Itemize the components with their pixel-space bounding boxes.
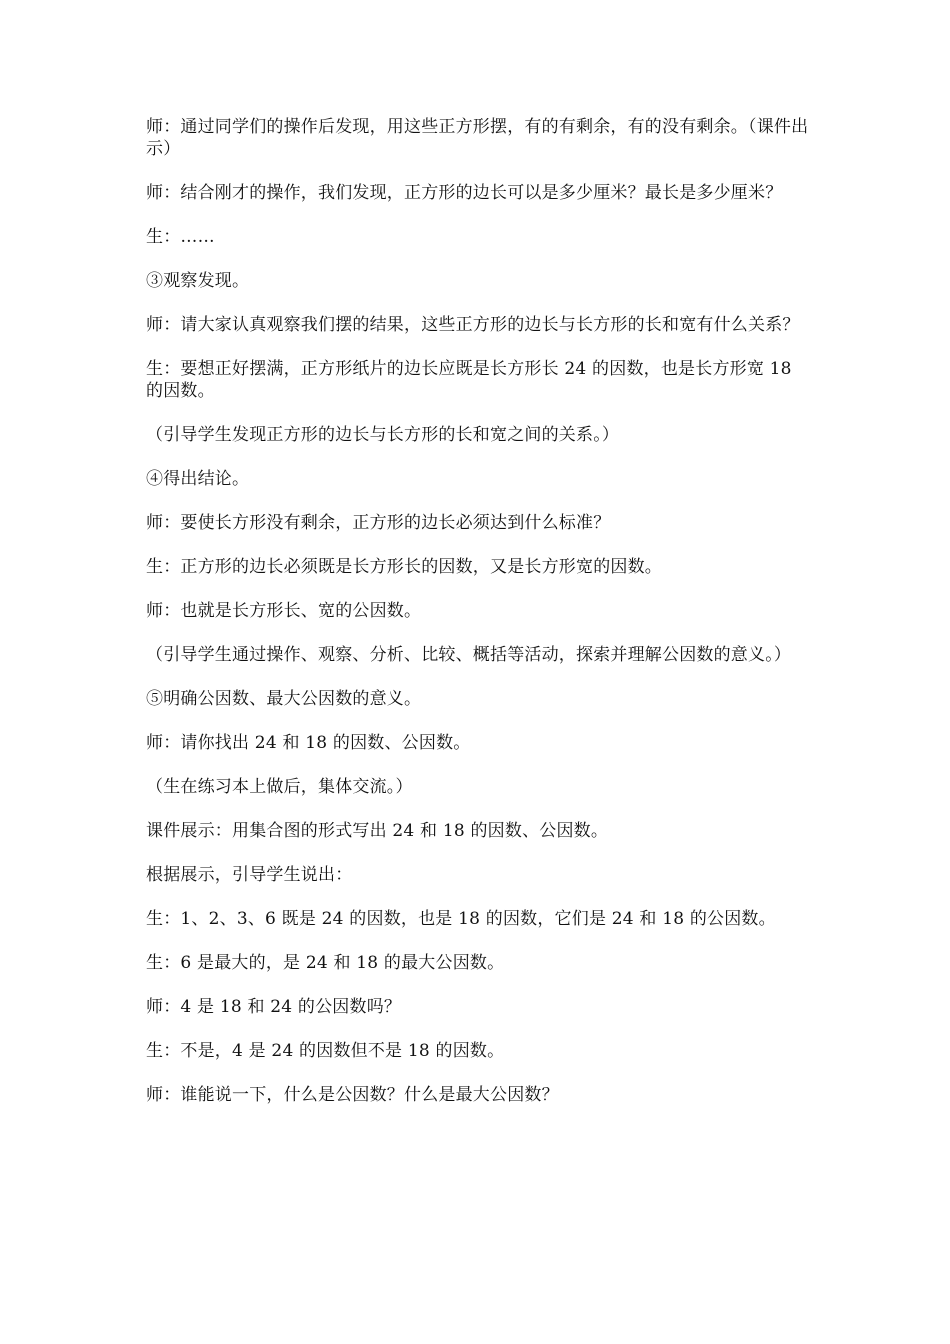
- paragraph: 生：要想正好摆满，正方形纸片的边长应既是长方形长 24 的因数，也是长方形宽 18 的因数。: [146, 359, 792, 401]
- paragraph: 生：1、2、3、6 既是 24 的因数，也是 18 的因数，它们是 24 和 18 的公因数。: [146, 909, 776, 929]
- paragraph: （生在练习本上做后，集体交流。）: [146, 777, 413, 797]
- paragraph: 生：正方形的边长必须既是长方形长的因数，又是长方形宽的因数。: [146, 557, 662, 577]
- paragraph: （引导学生发现正方形的边长与长方形的长和宽之间的关系。）: [146, 425, 620, 445]
- paragraph: 师：要使长方形没有剩余，正方形的边长必须达到什么标准？: [146, 513, 611, 533]
- paragraph: 师：请大家认真观察我们摆的结果，这些正方形的边长与长方形的长和宽有什么关系？: [146, 315, 800, 335]
- paragraph: ④得出结论。: [146, 469, 250, 489]
- paragraph: 生：6 是最大的，是 24 和 18 的最大公因数。: [146, 953, 505, 973]
- paragraph: 师：也就是长方形长、宽的公因数。: [146, 601, 422, 621]
- paragraph: （引导学生通过操作、观察、分析、比较、概括等活动，探索并理解公因数的意义。）: [146, 645, 792, 665]
- paragraph: 根据展示，引导学生说出：: [146, 865, 353, 885]
- paragraph: 课件展示：用集合图的形式写出 24 和 18 的因数、公因数。: [146, 821, 609, 841]
- paragraph: 生：……: [146, 227, 215, 247]
- paragraph: ⑤明确公因数、最大公因数的意义。: [146, 689, 422, 709]
- paragraph: 师：结合刚才的操作，我们发现，正方形的边长可以是多少厘米？最长是多少厘米？: [146, 183, 783, 203]
- paragraph: 师：4 是 18 和 24 的公因数吗？: [146, 997, 402, 1017]
- paragraph: 师：谁能说一下，什么是公因数？什么是最大公因数？: [146, 1085, 559, 1105]
- paragraph: 师：请你找出 24 和 18 的因数、公因数。: [146, 733, 471, 753]
- document-page: [146, 116, 811, 1128]
- paragraph: 生：不是，4 是 24 的因数但不是 18 的因数。: [146, 1041, 505, 1061]
- paragraph: 师：通过同学们的操作后发现，用这些正方形摆，有的有剩余，有的没有剩余。（课件出示）: [146, 117, 809, 159]
- paragraph: ③观察发现。: [146, 271, 250, 291]
